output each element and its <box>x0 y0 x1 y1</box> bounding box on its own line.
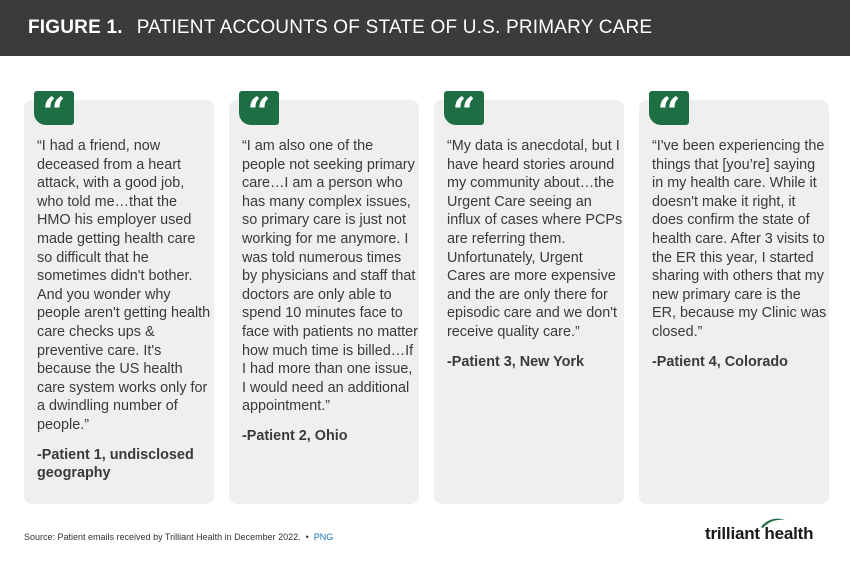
source-text: Source: Patient emails received by Trilliant Health in December 2022. <box>24 532 301 542</box>
source-note <box>24 532 333 542</box>
quote-attribution: -Patient 1, undisclosed geography <box>37 446 194 482</box>
quote-icon <box>444 89 484 136</box>
logo-swoosh-icon <box>760 517 786 529</box>
quote-attribution: -Patient 3, New York <box>447 353 585 370</box>
trilliant-health-logo <box>705 524 813 544</box>
svg-text:“: “ <box>247 89 271 136</box>
quote-body <box>652 137 828 371</box>
quote-body <box>447 137 623 371</box>
svg-text:“: “ <box>42 89 66 136</box>
quote-text: “I had a friend, now deceased from a heart attack, with a good job, who told me…that the HMO his employer used made getting health care so difficult that he sometimes didn't bother. And you wonder why people aren't getting health care checks ups & preventive care. It's because the US health care system works only for a dwindling number of people.” <box>37 138 211 433</box>
quote-body <box>242 137 418 446</box>
quote-card-2 <box>229 89 419 504</box>
quote-text: “My data is anecdotal, but I have heard stories around my community about…the Urgent Care seeing an influx of cases where PCPs are referring them. Unfortunately, Urgent Cares are more expensive and the are only there for episodic care and we don't receive quality care.” <box>447 138 623 340</box>
figure-header <box>0 0 850 56</box>
quote-text: “I've been experiencing the things that [you’re] saying in my health care. While it doesn't make it right, it does confirm the state of health care. After 3 visits to the ER this year, I started sharing with others that my new primary care is the ER, because my Clinic was closed.” <box>652 138 827 340</box>
separator-dot: • <box>305 532 309 542</box>
figure-label: FIGURE 1. <box>28 17 123 38</box>
quote-icon <box>239 89 279 136</box>
quote-icon <box>34 89 74 136</box>
svg-text:“: “ <box>657 89 681 136</box>
quote-text: “I am also one of the people not seeking primary care…I am a person who has many complex issues, so primary care is just not working for me anymore. I was told numerous times by physicians and staff that doctors are only able to spend 10 minutes face to face with patients no matter how much time is billed…If I had more than one issue, I would need an additional appointment.” <box>242 138 418 415</box>
quote-icon <box>649 89 689 136</box>
logo-text: trilliant health <box>705 524 814 543</box>
quote-attribution: -Patient 2, Ohio <box>242 427 348 444</box>
quote-body <box>37 137 213 483</box>
svg-text:“: “ <box>452 89 476 136</box>
png-download-link[interactable]: PNG <box>313 532 334 542</box>
quote-attribution: -Patient 4, Colorado <box>652 353 788 370</box>
quote-card-3 <box>434 89 624 504</box>
quote-card-1 <box>24 89 214 504</box>
figure-title: PATIENT ACCOUNTS OF STATE OF U.S. PRIMARY CARE <box>136 17 653 38</box>
quote-card-4 <box>639 89 829 504</box>
